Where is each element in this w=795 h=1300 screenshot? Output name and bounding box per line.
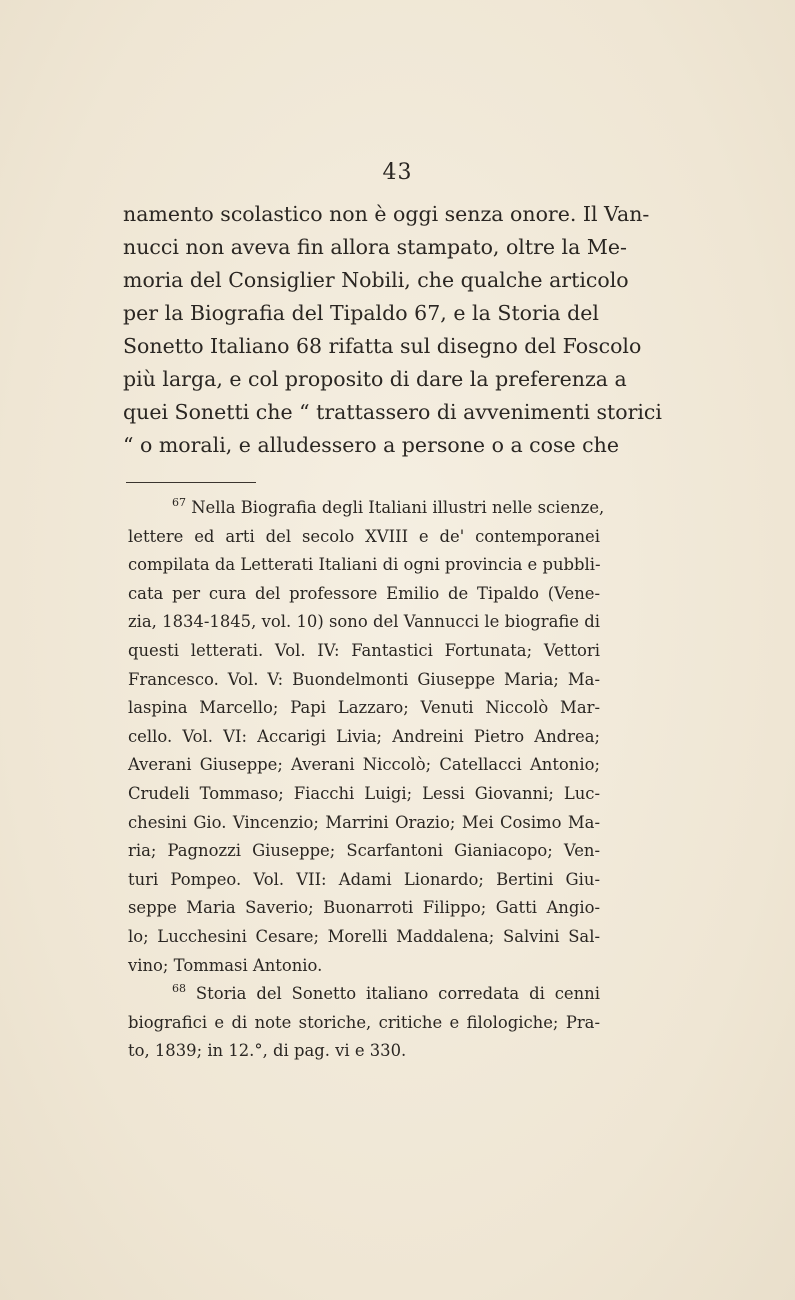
footnote-line: Nella Biografia degli Italiani illustri nelle scienze, <box>191 498 605 517</box>
footnote-67-first-line <box>128 494 605 523</box>
footnote-68-first-line <box>128 980 600 1009</box>
footnote-marker-68: 68 <box>172 982 186 996</box>
footnote-line: seppe Maria Saverio; Buonarroti Filippo; Gatti Angio- <box>128 898 600 918</box>
footnote-line: biografici e di note storiche, critiche e filologiche; Pra- <box>128 1012 600 1032</box>
footnote-line: vino; Tommasi Antonio. <box>128 955 323 975</box>
footnote-line: turi Pompeo. Vol. VII: Adami Lionardo; Bertini Giu- <box>128 869 600 889</box>
footnote-line: chesini Gio. Vincenzio; Marrini Orazio; Mei Cosimo Ma- <box>128 812 600 832</box>
footnote-line: Francesco. Vol. V: Buondelmonti Giuseppe Maria; Ma- <box>128 669 600 689</box>
footnote-line: ria; Pagnozzi Giuseppe; Scarfantoni Gianiacopo; Ven- <box>128 841 600 861</box>
footnote-separator <box>126 482 256 483</box>
footnote-line: lettere ed arti del secolo XVIII e de' contemporanei <box>128 526 600 546</box>
body-line: più larga, e col proposito di dare la preferenza a <box>123 367 627 391</box>
body-line: quei Sonetti che “ trattassero di avvenimenti storici <box>123 400 662 424</box>
footnote-line: cello. Vol. VI: Accarigi Livia; Andreini Pietro Andrea; <box>128 726 600 746</box>
page-number: 43 <box>382 160 413 185</box>
footnote-line: lo; Lucchesini Cesare; Morelli Maddalena; Salvini Sal- <box>128 926 600 946</box>
footnote-line: to, 1839; in 12.°, di pag. vi e 330. <box>128 1041 407 1061</box>
body-line: Sonetto Italiano 68 rifatta sul disegno del Foscolo <box>123 334 642 358</box>
footnote-line: compilata da Letterati Italiani di ogni provincia e pubbli- <box>128 555 601 575</box>
body-line: nucci non aveva fin allora stampato, oltre la Me- <box>123 235 627 259</box>
footnotes <box>128 494 605 1066</box>
footnote-line: zia, 1834-1845, vol. 10) sono del Vannucci le biografie di <box>128 612 600 632</box>
footnote-line: laspina Marcello; Papi Lazzaro; Venuti Niccolò Mar- <box>128 698 600 718</box>
body-line: per la Biografia del Tipaldo 67, e la Storia del <box>123 301 599 325</box>
body-line: “ o morali, e alludessero a persone o a cose che <box>123 433 619 457</box>
footnote-marker-67: 67 <box>172 496 186 509</box>
footnote-line: Crudeli Tommaso; Fiacchi Luigi; Lessi Giovanni; Luc- <box>128 783 600 803</box>
body-paragraph <box>123 198 662 462</box>
body-line: namento scolastico non è oggi senza onore. Il Van- <box>123 202 650 226</box>
body-line: moria del Consiglier Nobili, che qualche articolo <box>123 268 629 292</box>
footnote-line: Storia del Sonetto italiano corredata di cenni <box>195 984 600 1004</box>
footnote-line: cata per cura del professore Emilio de Tipaldo (Vene- <box>128 583 600 603</box>
footnote-line: questi letterati. Vol. IV: Fantastici Fortunata; Vettori <box>128 640 600 660</box>
footnote-line: Averani Giuseppe; Averani Niccolò; Catellacci Antonio; <box>128 755 600 775</box>
